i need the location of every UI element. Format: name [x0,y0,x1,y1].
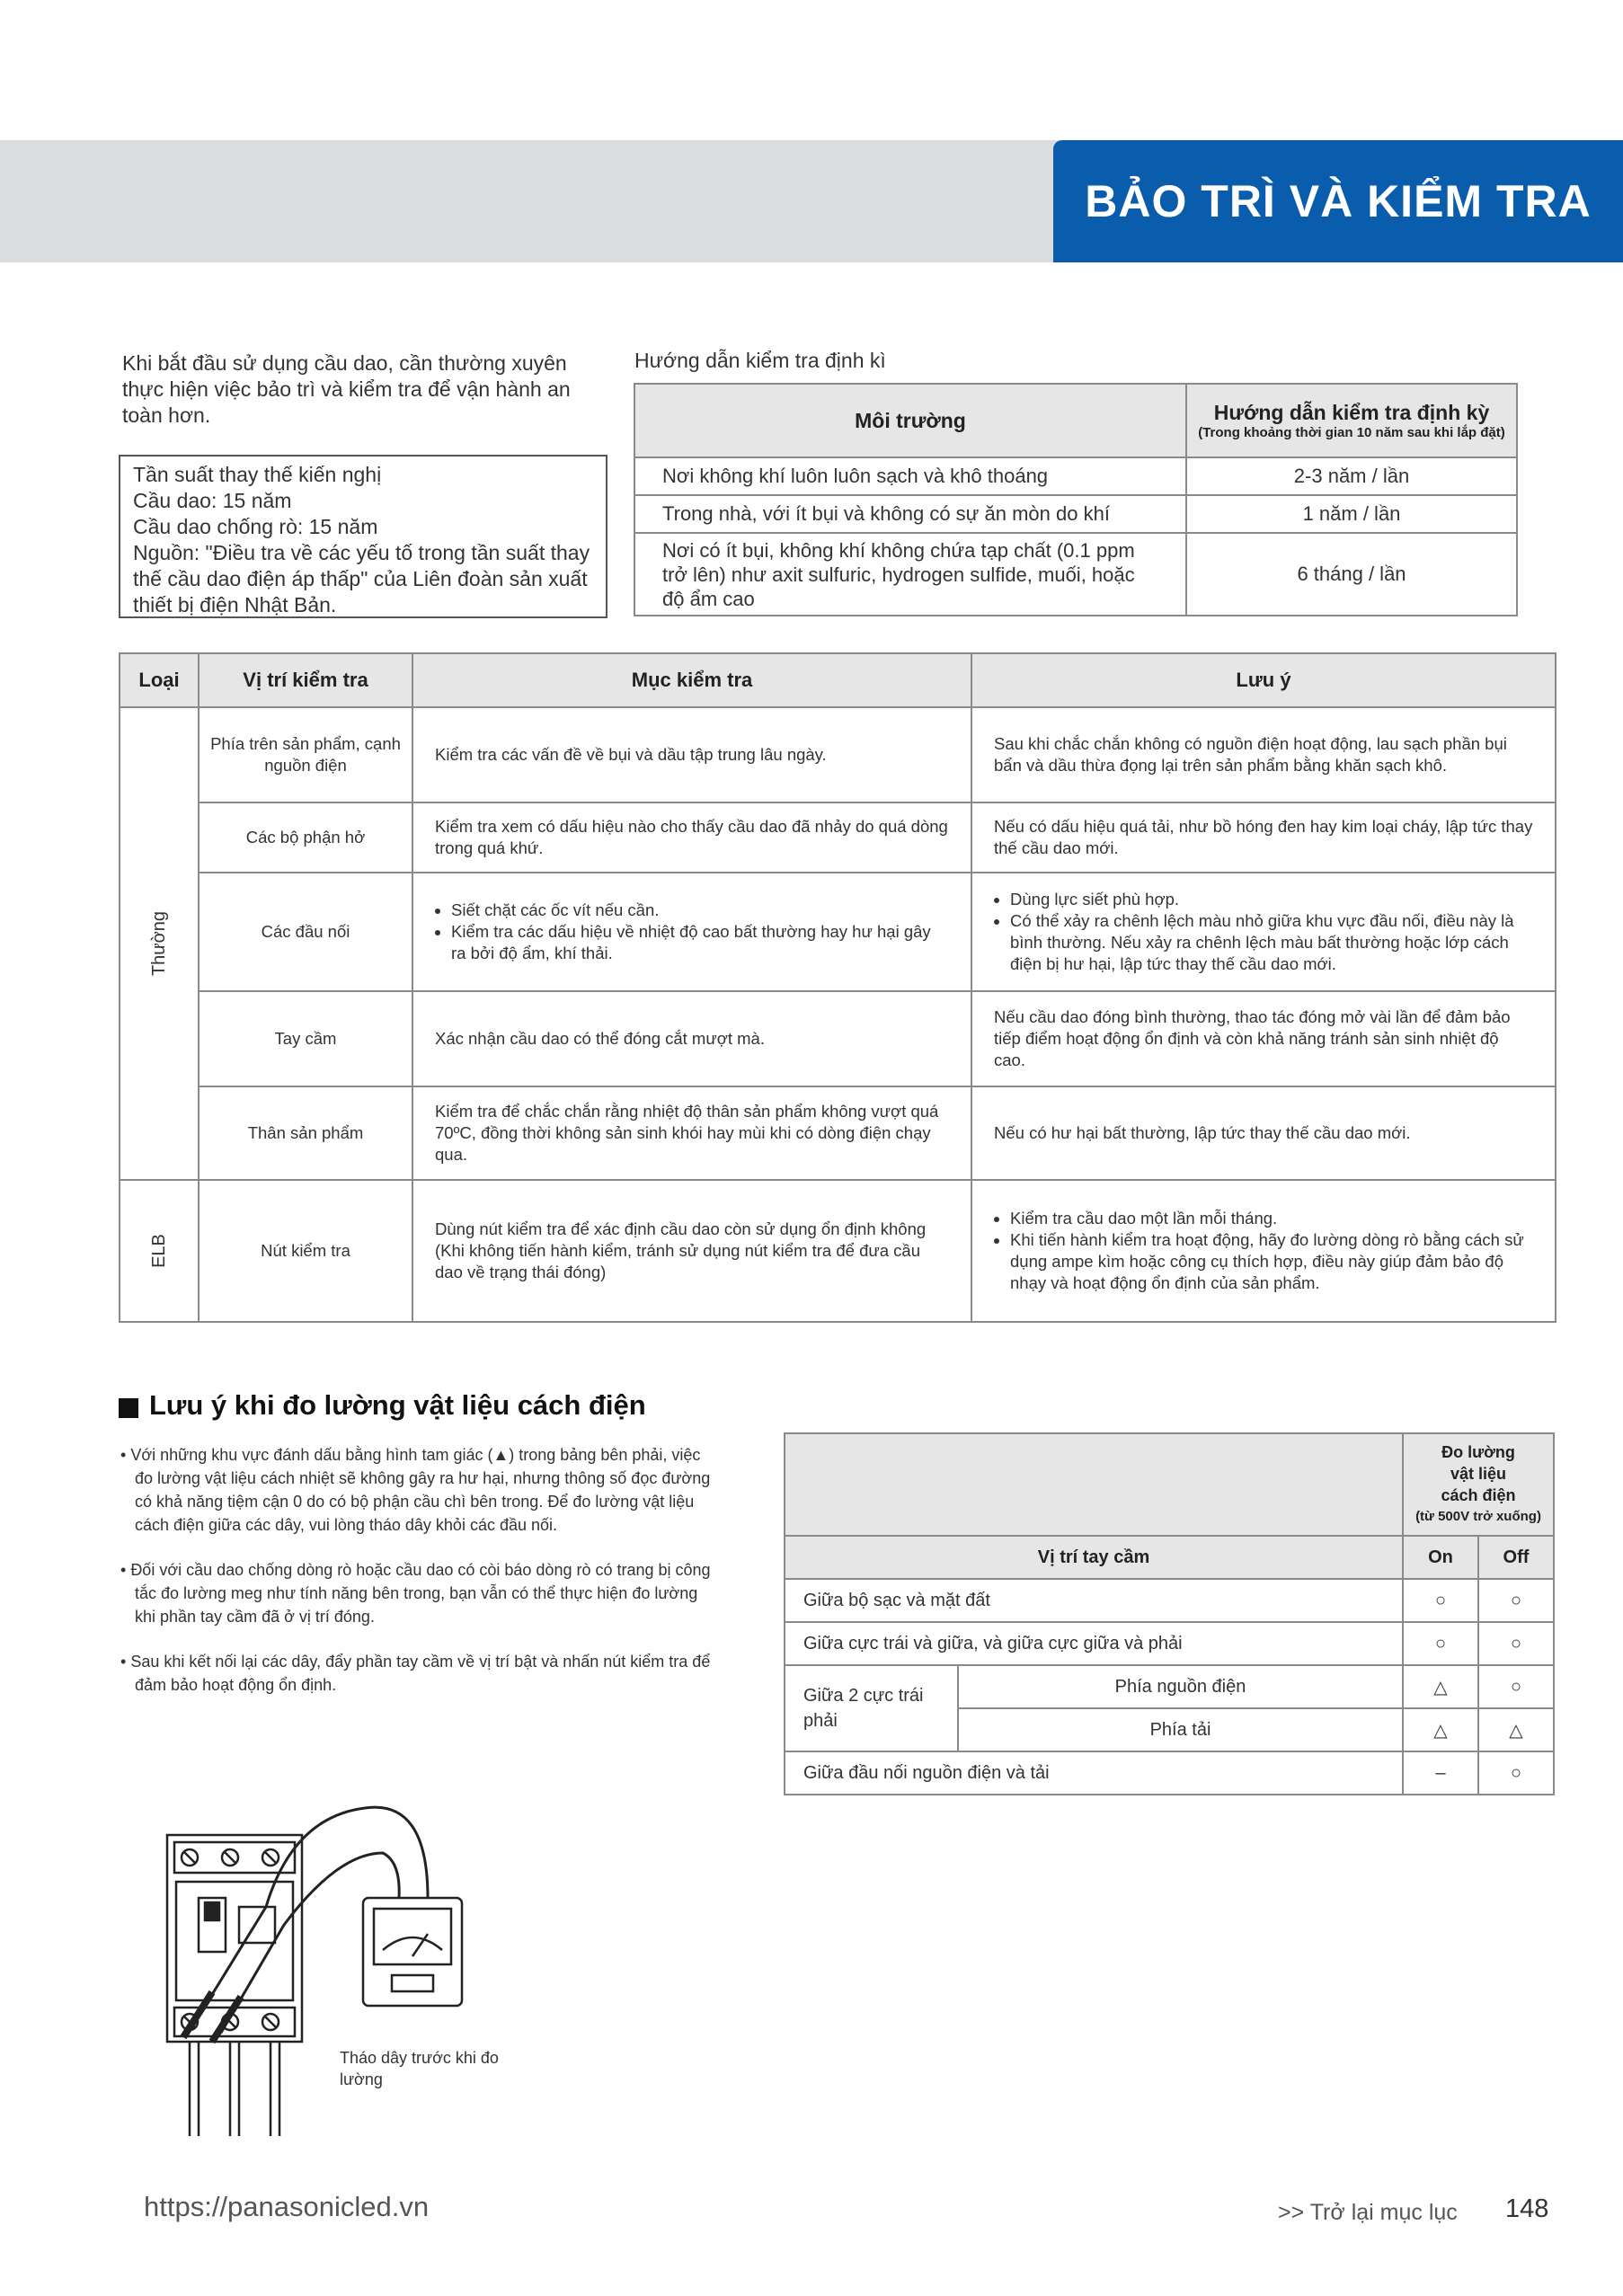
item-bullet: • Siết chặt các ốc vít nếu cần. [451,900,949,921]
col-off: Off [1478,1536,1554,1579]
page-title: BẢO TRÌ VÀ KIỂM TRA [1085,176,1592,226]
table-row [785,1751,1554,1795]
measurement-table [784,1432,1555,1795]
table-row [120,873,1556,991]
type-regular-cell [120,707,199,1180]
note-bullet: • Khi tiến hành kiểm tra hoạt động, hãy đo lường dòng rò bằng cách sử dụng ampe kìm hoặc công cụ thích hợp, điều này giúp đảm bảo độ nhạy và hoạt động ổn định của sản phẩm. [1010,1229,1533,1294]
row-label: Giữa bộ sạc và mặt đất [785,1579,1403,1622]
meas-header-line: vật liệu [1450,1465,1507,1483]
col-guide [1186,384,1517,457]
table-row [120,1180,1556,1322]
table-row [634,495,1517,533]
table-row [120,1086,1556,1180]
breaker-icon [167,1835,302,2136]
meas-header-line: cách điện [1441,1486,1516,1504]
note-cell: Nếu có dấu hiệu quá tải, như bồ hóng đen hay kim loại cháy, lập tức thay thế cầu dao mới. [971,802,1556,873]
group-label: Giữa 2 cực trái phải [785,1665,958,1751]
location-cell: Phía trên sản phẩm, cạnh nguồn điện [199,707,412,802]
section-title: Lưu ý khi đo lường vật liệu cách điện [149,1389,646,1421]
note-bullets [994,1208,1533,1294]
schedule-title: Hướng dẫn kiểm tra định kì [634,349,886,372]
item-cell [412,873,971,991]
meas-header-line: Đo lường [1441,1443,1515,1461]
on-symbol: ○ [1403,1579,1478,1622]
col-on: On [1403,1536,1478,1579]
col-type: Loại [120,653,199,707]
inspection-table [119,652,1556,1323]
location-cell: Các bộ phận hở [199,802,412,873]
note-line: Cầu dao chống rò: 15 năm [133,515,378,538]
section-square-icon [119,1398,138,1418]
bullet-text: Đối với cầu dao chống dòng rò hoặc cầu dao có còi báo dòng rò có trang bị công tắc đo lường meg như tính năng bên trong, bạn vẫn có thể thực hiện đo lường khi phần tay cầm đã ở vị trí đóng. [130,1561,711,1626]
insulation-bullets [120,1443,723,1718]
on-symbol: △ [1403,1708,1478,1751]
table-row [634,457,1517,495]
note-cell: Nếu có hư hại bất thường, lập tức thay thế cầu dao mới. [971,1086,1556,1180]
env-cell: Trong nhà, với ít bụi và không có sự ăn mòn do khí [634,495,1186,533]
item-cell: Kiểm tra các vấn đề về bụi và dầu tập trung lâu ngày. [412,707,971,802]
off-symbol: ○ [1478,1622,1554,1665]
bullet-item: • Sau khi kết nối lại các dây, đẩy phần tay cầm về vị trí bật và nhấn nút kiểm tra để đảm bảo hoạt động ổn định. [120,1653,711,1694]
note-bullets [994,889,1533,975]
off-symbol: ○ [1478,1751,1554,1795]
item-bullet: • Kiểm tra các dấu hiệu về nhiệt độ cao bất thường hay hư hại gây ra bởi độ ẩm, khí thải. [451,921,949,964]
diagram-caption: Tháo dây trước khi đo lường [340,2049,499,2088]
on-symbol: △ [1403,1665,1478,1708]
item-cell: Kiểm tra để chắc chắn rằng nhiệt độ thân sản phẩm không vượt quá 70ºC, đồng thời không sản sinh khói hay mùi khi có dòng điện chạy qua. [412,1086,971,1180]
col-item: Mục kiểm tra [412,653,971,707]
env-cell: Nơi không khí luôn luôn sạch và khô thoáng [634,457,1186,495]
note-bullet: • Kiểm tra cầu dao một lần mỗi tháng. [1010,1208,1533,1229]
blank-header-cell [785,1433,1403,1536]
table-row [120,707,1556,802]
table-row [785,1579,1554,1622]
env-cell: Nơi có ít bụi, không khí không chứa tạp chất (0.1 ppm trở lên) như axit sulfuric, hydrogen sulfide, muối, hoặc độ ẩm cao [634,533,1186,616]
intro-text: Khi bắt đầu sử dụng cầu dao, cần thường xuyên thực hiện việc bảo trì và kiểm tra để vận hành an toàn hơn. [122,351,571,427]
table-row [785,1622,1554,1665]
table-header-row [634,384,1517,457]
table-row [120,991,1556,1086]
item-cell: Xác nhận cầu dao có thể đóng cắt mượt mà. [412,991,971,1086]
megohmmeter-icon [363,1898,462,2006]
type-regular-label: Thường [149,910,169,977]
col-guide-sub: (Trong khoảng thời gian 10 năm sau khi lắp đặt) [1198,425,1505,440]
meas-header-sub: (từ 500V trở xuống) [1415,1509,1541,1524]
table-row [634,533,1517,616]
col-location: Vị trí kiểm tra [199,653,412,707]
replacement-note-box [119,455,608,618]
col-guide-label: Hướng dẫn kiểm tra định kỳ [1213,401,1490,424]
off-symbol: ○ [1478,1579,1554,1622]
table-row [785,1665,1554,1708]
note-line: Nguồn: "Điều tra về các yếu tố trong tần suất thay thế cầu dao điện áp thấp" của Liên đoàn sản xuất thiết bị điện Nhật Bản. [133,541,590,616]
freq-cell: 1 năm / lần [1186,495,1517,533]
note-cell: Nếu cầu dao đóng bình thường, thao tác đóng mở vài lần để đảm bảo tiếp điểm hoạt động ổn định và còn khả năng tránh sản sinh nhiệt độ cao. [971,991,1556,1086]
off-symbol: ○ [1478,1665,1554,1708]
table-header-row [785,1433,1554,1536]
freq-cell: 6 tháng / lần [1186,533,1517,616]
table-row [120,802,1556,873]
item-bullets [435,900,949,964]
meas-header-cell [1403,1433,1554,1536]
col-note: Lưu ý [971,653,1556,707]
item-cell: Kiểm tra xem có dấu hiệu nào cho thấy cầu dao đã nhảy do quá dòng trong quá khứ. [412,802,971,873]
bullet-item: • Đối với cầu dao chống dòng rò hoặc cầu dao có còi báo dòng rò có trang bị công tắc đo lường meg như tính năng bên trong, bạn vẫn có thể thực hiện đo lường khi phần tay cầm đã ở vị trí đóng. [120,1561,711,1626]
col-environment: Môi trường [634,384,1186,457]
off-symbol: △ [1478,1708,1554,1751]
freq-cell: 2-3 năm / lần [1186,457,1517,495]
note-cell [971,1180,1556,1322]
back-to-toc-link[interactable]: >> Trở lại mục lục [1278,2200,1458,2225]
type-elb-cell [120,1180,199,1322]
schedule-table [634,383,1518,616]
note-bullet: • Dùng lực siết phù hợp. [1010,889,1533,910]
note-line: Tần suất thay thế kiến nghị [133,463,382,486]
location-cell: Các đầu nối [199,873,412,991]
page-number: 148 [1505,2194,1549,2223]
on-symbol: ○ [1403,1622,1478,1665]
on-symbol: – [1403,1751,1478,1795]
col-position: Vị trí tay cầm [785,1536,1403,1579]
row-label: Giữa đầu nối nguồn điện và tải [785,1751,1403,1795]
type-elb-label: ELB [149,1234,169,1268]
table-header-row [785,1536,1554,1579]
note-cell [971,873,1556,991]
note-line: Cầu dao: 15 năm [133,489,292,512]
bullet-text: Với những khu vực đánh dấu bằng hình tam giác (▲) trong bảng bên phải, việc đo lường vật liệu cách nhiệt sẽ không gây ra hư hại, nhưng thông số đọc đường có khả năng tiệm cận 0 do có bộ phận cầu chì bên trong. Để đo lường vật liệu cách điện giữa các dây, vui lòng tháo dây khỏi các đầu nối. [130,1446,711,1534]
location-cell: Thân sản phẩm [199,1086,412,1180]
footer-url-link[interactable]: https://panasonicled.vn [144,2191,430,2222]
row-label: Phía nguồn điện [958,1665,1403,1708]
row-label: Phía tải [958,1708,1403,1751]
location-cell: Nút kiểm tra [199,1180,412,1322]
item-cell: Dùng nút kiểm tra để xác định cầu dao còn sử dụng ổn định không (Khi không tiến hành kiểm, tránh sử dụng nút kiểm tra để đưa cầu dao về trạng thái đóng) [412,1180,971,1322]
note-bullet: • Có thể xảy ra chênh lệch màu nhỏ giữa khu vực đầu nối, điều này là bình thường. Nếu xảy ra chênh lệch màu bất thường hoặc lớp cách điện bị hư hại, lập tức thay thế cầu dao mới. [1010,910,1533,975]
location-cell: Tay cầm [199,991,412,1086]
bullet-text: Sau khi kết nối lại các dây, đẩy phần tay cầm về vị trí bật và nhấn nút kiểm tra để đảm bảo hoạt động ổn định. [130,1653,711,1694]
table-header-row [120,653,1556,707]
row-label: Giữa cực trái và giữa, và giữa cực giữa và phải [785,1622,1403,1665]
note-cell: Sau khi chắc chắn không có nguồn điện hoạt động, lau sạch phần bụi bẩn và dầu thừa đọng lại trên sản phẩm bằng khăn sạch khô. [971,707,1556,802]
bullet-item: • Với những khu vực đánh dấu bằng hình tam giác (▲) trong bảng bên phải, việc đo lường vật liệu cách nhiệt sẽ không gây ra hư hại, nhưng thông số đọc đường có khả năng tiệm cận 0 do có bộ phận cầu chì bên trong. Để đo lường vật liệu cách điện giữa các dây, vui lòng tháo dây khỏi các đầu nối. [120,1446,711,1534]
